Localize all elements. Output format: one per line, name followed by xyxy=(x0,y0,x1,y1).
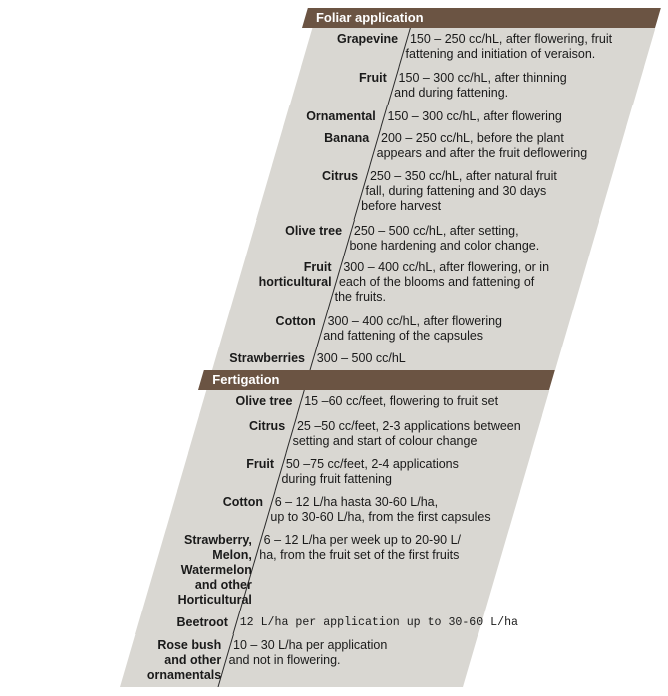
table-row xyxy=(212,347,562,370)
crop-name xyxy=(219,314,316,329)
dosage-description-line: 10 – 30 L/ha per application xyxy=(233,638,388,652)
crop-name-line: Horticultural xyxy=(177,593,252,607)
crop-name-line: Banana xyxy=(324,131,370,145)
dosage-description-line: and fattening of the capsules xyxy=(323,329,484,343)
dosage-description-line: and during fattening. xyxy=(394,86,509,100)
crop-name xyxy=(283,109,375,124)
table-row xyxy=(272,127,626,165)
dosage-description-line: 6 – 12 L/ha per week up to 20-90 L/ xyxy=(263,533,462,547)
table-row xyxy=(166,491,520,529)
crop-name-line: Citrus xyxy=(322,169,359,183)
crop-name-line: Ornamental xyxy=(306,109,376,123)
dosage-description-line: 250 – 350 cc/hL, after natural fruit xyxy=(369,169,557,183)
crop-name xyxy=(177,457,274,472)
dosage-description-line: 150 – 300 cc/hL, after flowering xyxy=(387,109,562,123)
crop-name-line: Cotton xyxy=(275,314,316,328)
crop-name-line: Fruit xyxy=(303,260,332,274)
dosage-description-line: 15 –60 cc/feet, flowering to fruit set xyxy=(304,394,499,408)
dosage-description-line: setting and start of colour change xyxy=(292,434,478,448)
crop-name-line: Beetroot xyxy=(176,615,228,629)
crop-name-line: and other xyxy=(194,578,252,592)
crop-name-line: Cotton xyxy=(222,495,263,509)
section-title: Foliar application xyxy=(315,10,424,25)
table-row xyxy=(199,390,549,415)
table-row xyxy=(135,611,519,634)
table-row xyxy=(256,165,615,220)
crop-name-line: ornamentals xyxy=(146,668,222,682)
crop-name xyxy=(230,260,332,290)
section-header-2 xyxy=(198,370,555,390)
table-row xyxy=(230,256,589,310)
table-row xyxy=(120,634,478,687)
crop-name-line: Melon, xyxy=(212,548,252,562)
section-title: Fertigation xyxy=(212,372,280,387)
dosage-description-line: and not in flowering. xyxy=(228,653,341,667)
dosage-description-line: before harvest xyxy=(361,199,442,213)
crop-name xyxy=(135,615,228,630)
dosage-description-line: 50 –75 cc/feet, 2-4 applications xyxy=(285,457,459,471)
crop-name-line: Watermelon xyxy=(180,563,252,577)
dosage-description-line: up to 30-60 L/ha, from the first capsules xyxy=(270,510,491,524)
crop-name xyxy=(166,495,263,510)
table-row xyxy=(283,105,632,127)
dosage-description-line: 250 – 500 cc/hL, after setting, xyxy=(353,224,519,238)
crop-name-line: horticultural xyxy=(258,275,332,289)
dosage-description-line: 300 – 400 cc/hL, after flowering xyxy=(327,314,503,328)
dosage-description-line: during fruit fattening xyxy=(281,472,392,486)
crop-name-line: Rose bush xyxy=(157,638,222,652)
crop-name xyxy=(272,131,369,146)
dosage-description-line: ha, from the fruit set of the first fruits xyxy=(259,548,460,562)
dosage-description-line: 25 –50 cc/feet, 2-3 applications between xyxy=(296,419,521,433)
table-row xyxy=(142,529,509,611)
table-row xyxy=(301,28,655,67)
crop-name xyxy=(120,638,221,683)
crop-name xyxy=(301,32,398,47)
table-row xyxy=(246,220,600,256)
crop-name-line: Fruit xyxy=(358,71,387,85)
dosage-description-line: fall, during fattening and 30 days xyxy=(365,184,547,198)
table-row xyxy=(290,67,644,105)
dosage-description-line: the fruits. xyxy=(334,290,387,304)
dosage-description-line: 200 – 250 cc/hL, before the plant xyxy=(381,131,564,145)
dosage-description-line: bone hardening and color change. xyxy=(349,239,540,253)
crop-name-line: Strawberry, xyxy=(184,533,252,547)
dosage-description-line: appears and after the fruit deflowering xyxy=(376,146,588,160)
dosage-description-line: 150 – 250 cc/hL, after flowering, fruit xyxy=(409,32,613,46)
table-row xyxy=(177,453,531,491)
crop-name-line: Strawberries xyxy=(229,351,305,365)
dosage-description-line: 300 – 500 cc/hL xyxy=(316,351,406,365)
crop-name xyxy=(290,71,387,86)
section-header-1 xyxy=(302,8,661,28)
dosage-description-line: 6 – 12 L/ha hasta 30-60 L/ha, xyxy=(274,495,439,509)
crop-name xyxy=(188,419,285,434)
crop-name-line: Olive tree xyxy=(285,224,343,238)
crop-name-line: Olive tree xyxy=(235,394,293,408)
dosage-description-line: each of the blooms and fattening of xyxy=(338,275,535,289)
crop-name xyxy=(246,224,343,239)
crop-name-line: Fruit xyxy=(246,457,275,471)
crop-name xyxy=(212,351,305,366)
dosage-description-line: fattening and initiation of veraison. xyxy=(405,47,596,61)
dosage-description-line: 300 – 400 cc/hL, after flowering, or in xyxy=(343,260,550,274)
crop-name xyxy=(199,394,292,409)
table-row xyxy=(188,415,542,453)
table-row xyxy=(219,310,573,347)
dosage-description-line: 12 L/ha per application up to 30-60 L/ha xyxy=(239,616,519,629)
crop-name-line: Citrus xyxy=(249,419,286,433)
crop-name xyxy=(142,533,252,608)
crop-name xyxy=(256,169,358,184)
crop-name-line: Grapevine xyxy=(337,32,399,46)
crop-name-line: and other xyxy=(164,653,222,667)
dosage-description-line: 150 – 300 cc/hL, after thinning xyxy=(398,71,567,85)
